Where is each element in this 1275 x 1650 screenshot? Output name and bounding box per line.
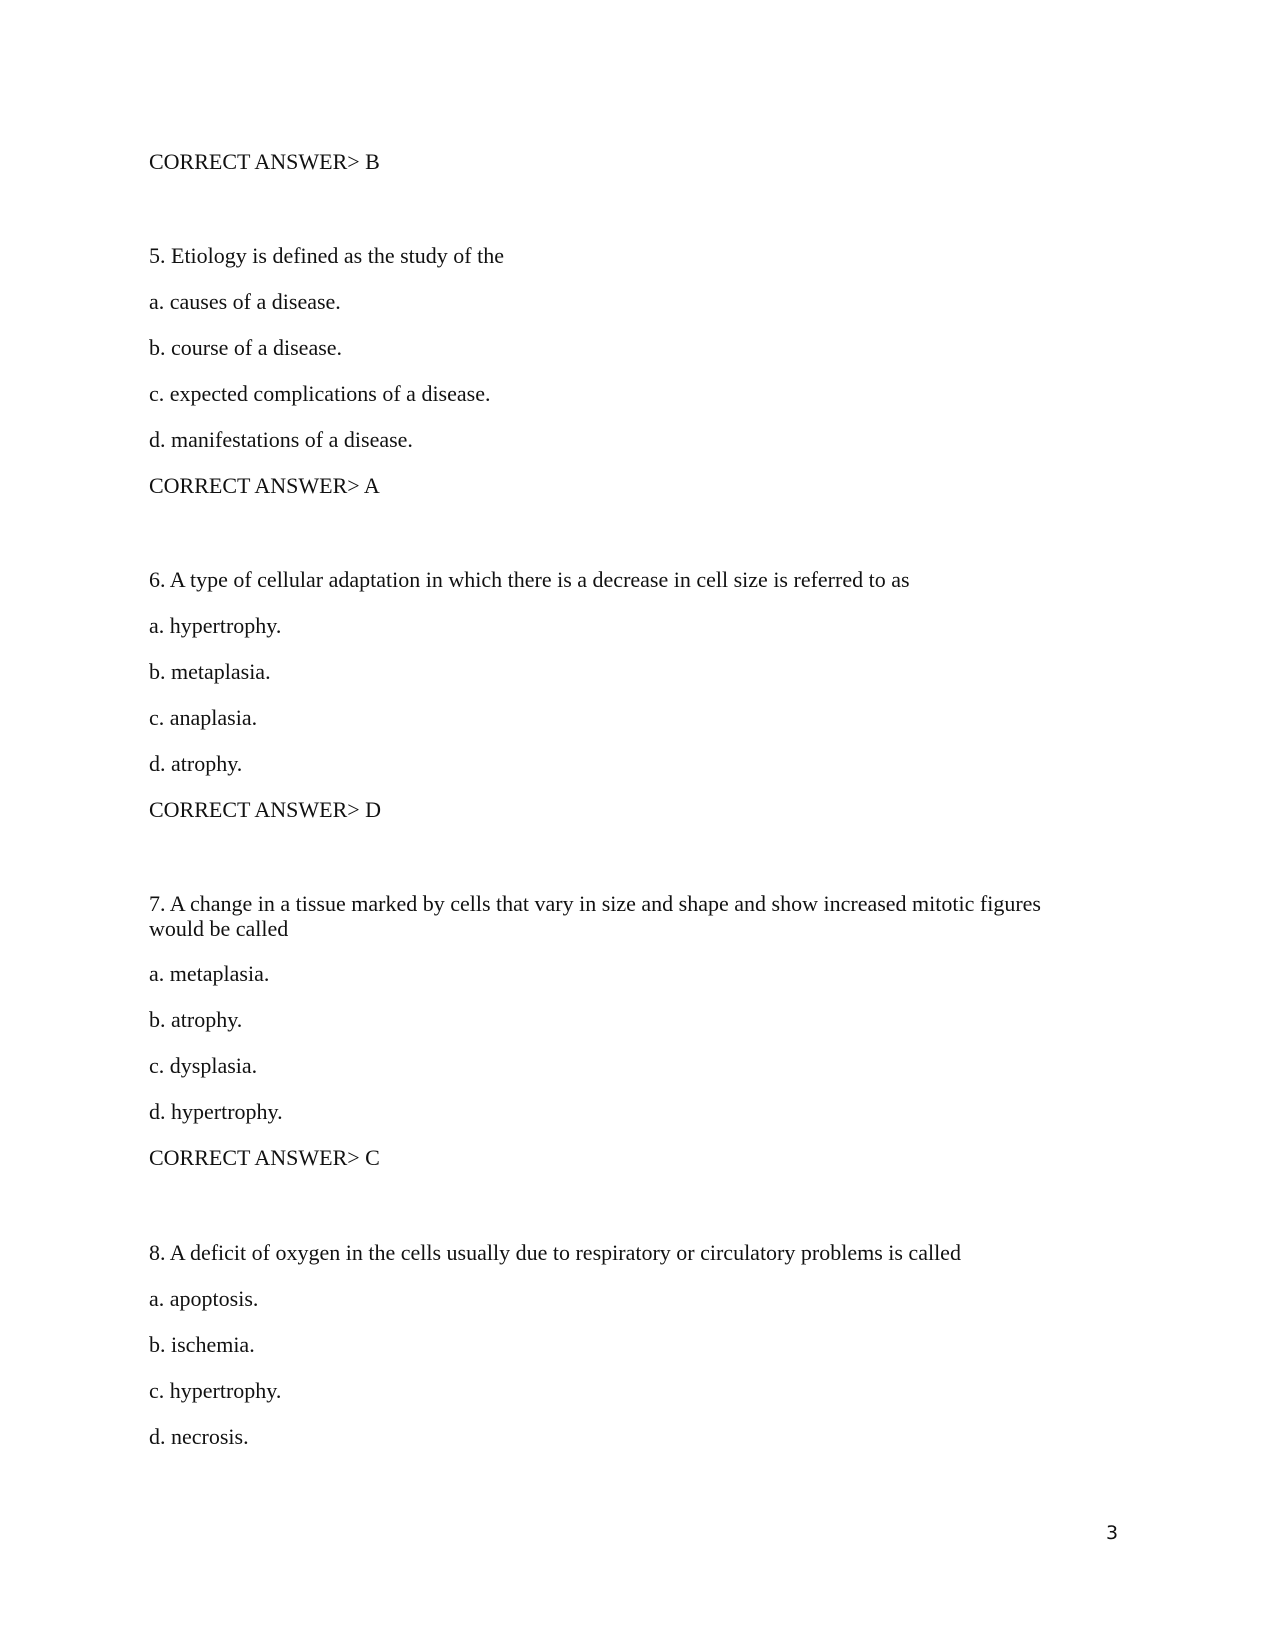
option-d: d. hypertrophy.: [149, 1099, 283, 1124]
correct-answer: CORRECT ANSWER> C: [149, 1145, 380, 1170]
option-a: a. hypertrophy.: [149, 613, 282, 638]
option-c: c. expected complications of a disease.: [149, 381, 491, 406]
option-c: c. anaplasia.: [149, 705, 258, 730]
page-number: 3: [1106, 1522, 1119, 1544]
option-a: a. metaplasia.: [149, 961, 270, 986]
option-d: d. atrophy.: [149, 751, 243, 776]
question-stem: 6. A type of cellular adaptation in which there is a decrease in cell size is referred to as: [149, 567, 910, 592]
option-c: c. hypertrophy.: [149, 1378, 282, 1403]
previous-correct-answer: CORRECT ANSWER> B: [149, 149, 380, 174]
correct-answer: CORRECT ANSWER> A: [149, 473, 380, 498]
option-b: b. atrophy.: [149, 1007, 243, 1032]
question-stem: 8. A deficit of oxygen in the cells usually due to respiratory or circulatory problems is called: [149, 1240, 961, 1265]
option-a: a. causes of a disease.: [149, 289, 341, 314]
question-stem: 5. Etiology is defined as the study of the: [149, 243, 504, 268]
option-b: b. ischemia.: [149, 1332, 255, 1357]
option-d: d. manifestations of a disease.: [149, 427, 413, 452]
question-stem: 7. A change in a tissue marked by cells that vary in size and shape and show increased mitotic figures would be called: [149, 891, 1041, 941]
option-c: c. dysplasia.: [149, 1053, 258, 1078]
option-d: d. necrosis.: [149, 1424, 249, 1449]
option-b: b. course of a disease.: [149, 335, 343, 360]
option-b: b. metaplasia.: [149, 659, 271, 684]
correct-answer: CORRECT ANSWER> D: [149, 797, 382, 822]
option-a: a. apoptosis.: [149, 1286, 259, 1311]
